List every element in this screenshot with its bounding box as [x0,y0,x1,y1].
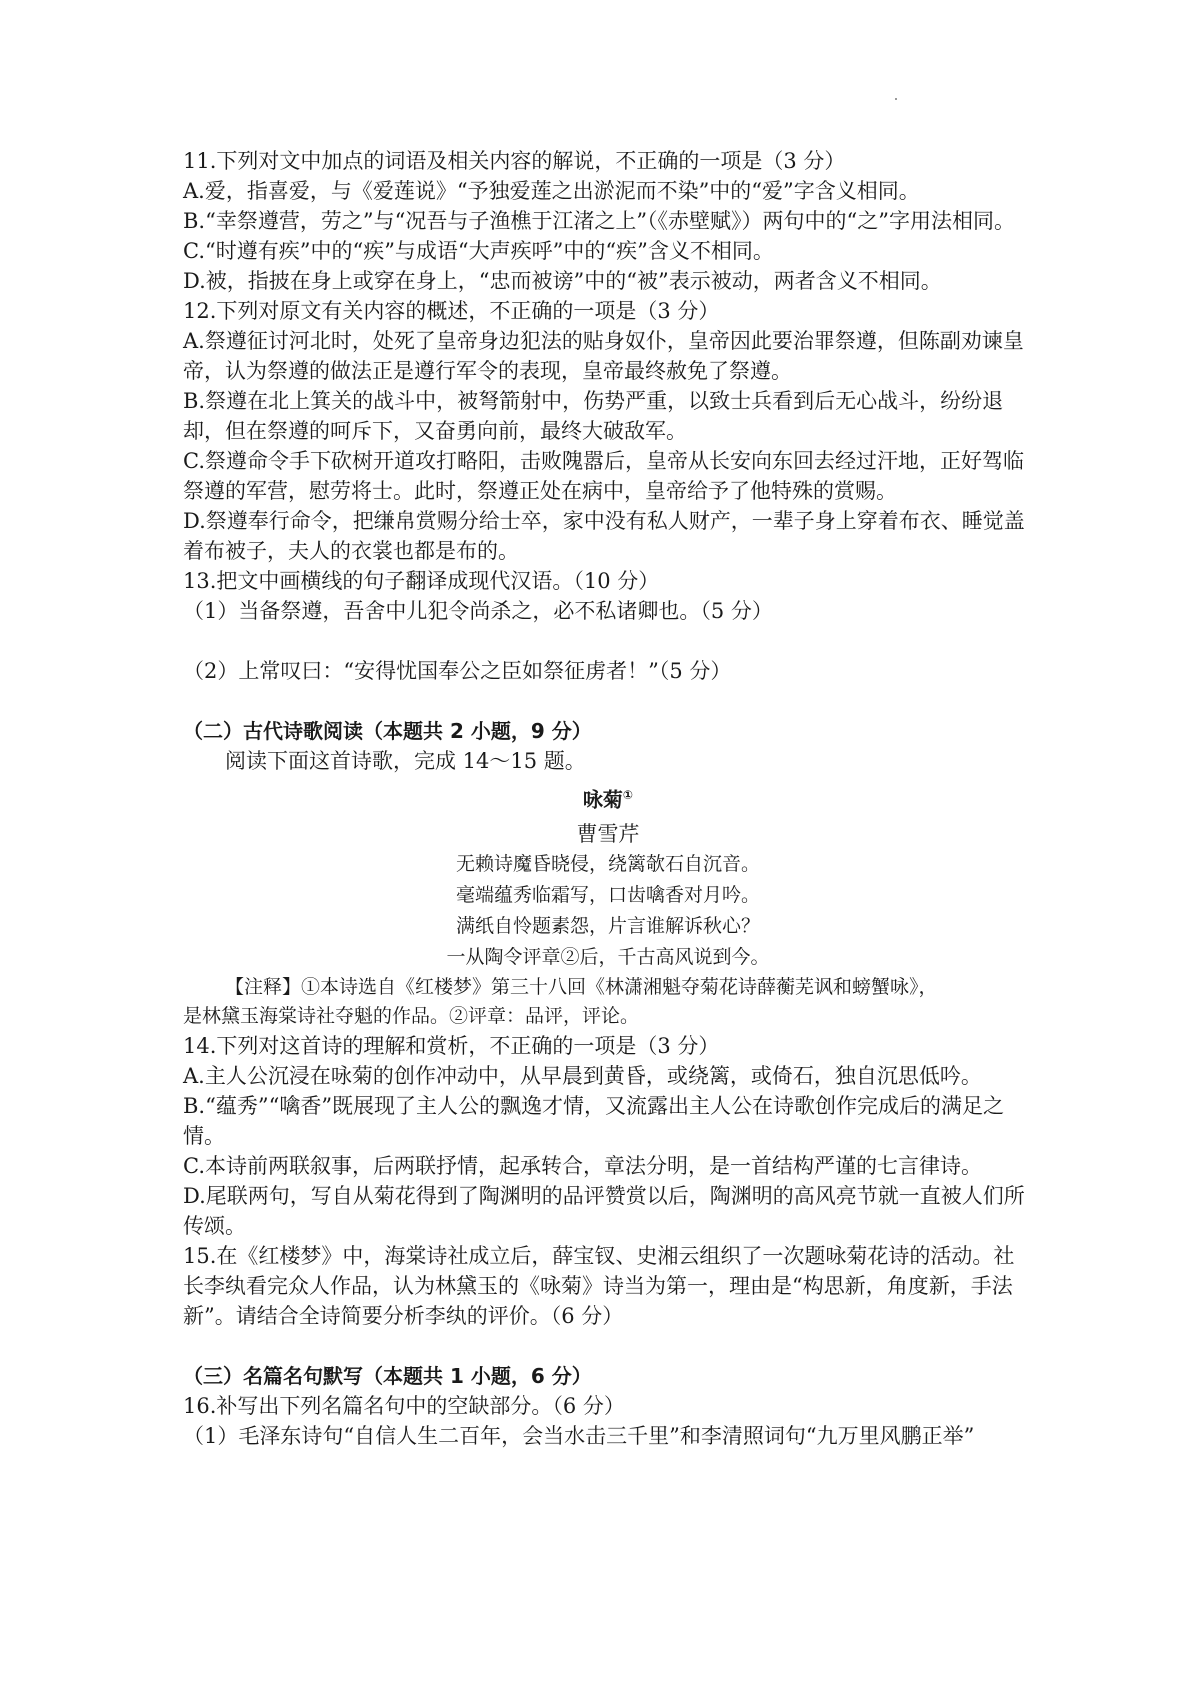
q14-option-a: A.主人公沉浸在咏菊的创作冲动中，从早晨到黄昏，或绕篱，或倚石，独自沉思低吟。 [183,1063,982,1088]
answer-space [183,1331,1033,1361]
q14-option-d: D.尾联两句，写自从菊花得到了陶渊明的品评赞赏以后，陶渊明的高风亮节就一直被人们所传颂。 [183,1183,1025,1238]
answer-space [183,626,1033,656]
page-content [183,146,1033,1451]
poem-title [183,780,1033,815]
poem-line: 毫端蕴秀临霜写，口齿噙香对月吟。 [455,883,760,906]
poem-author: 曹雪芹 [576,821,640,846]
q16-item-1: （1）毛泽东诗句“自信人生二百年，会当水击三千里”和李清照词句“九万里风鹏正举” [183,1423,975,1448]
poem-line: 满纸自怜题素怨，片言谁解诉秋心？ [455,914,760,937]
q14-option-c: C.本诗前两联叙事，后两联抒情，起承转合，章法分明，是一首结构严谨的七言律诗。 [183,1153,982,1178]
q12-stem: 12.下列对原文有关内容的概述，不正确的一项是（3 分） [183,299,720,323]
q13-sentence-2: （2）上常叹曰：“安得忧国奉公之臣如祭征虏者！”（5 分） [183,659,732,683]
q12-option-c: C.祭遵命令手下砍树开道攻打略阳，击败隗嚣后，皇帝从长安向东回去经过汗地，正好驾临祭遵的军营，慰劳将士。此时，祭遵正处在病中，皇帝给予了他特殊的赏赐。 [183,449,1024,503]
section-2-intro: 阅读下面这首诗歌，完成 14～15 题。 [225,749,586,773]
scan-speck [895,98,897,100]
q11-option-c: C.“时遵有疾”中的“疾”与成语“大声疾呼”中的“疾”含义不相同。 [183,239,774,263]
q14-option-b: B.“蕴秀”“噙香”既展现了主人公的飘逸才情，又流露出主人公在诗歌创作完成后的满足之情。 [183,1093,1005,1148]
q15-text: 15.在《红楼梦》中，海棠诗社成立后，薛宝钗、史湘云组织了一次题咏菊花诗的活动。社长李纨看完众人作品，认为林黛玉的《咏菊》诗当为第一，理由是“构思新，角度新，手法新”。请结合全诗简要分析李纨的评价。（6 分） [183,1243,1015,1328]
poem-title-text: 咏菊 [582,787,623,812]
q14-stem: 14.下列对这首诗的理解和赏析，不正确的一项是（3 分） [183,1033,720,1058]
answer-space [183,686,1033,716]
q13-stem: 13.把文中画横线的句子翻译成现代汉语。（10 分） [183,569,660,593]
poem-line: 一从陶令评章②后，千古高风说到今。 [446,945,770,968]
poem-annotation-continued: 是林黛玉海棠诗社夺魁的作品。②评章：品评，评论。 [183,1004,640,1027]
q12-option-a: A.祭遵征讨河北时，处死了皇帝身边犯法的贴身奴仆，皇帝因此要治罪祭遵，但陈副劝谏皇帝，认为祭遵的做法正是遵行军令的表现，皇帝最终赦免了祭遵。 [183,329,1024,383]
q12-option-b: B.祭遵在北上箕关的战斗中，被弩箭射中，伤势严重，以致士兵看到后无心战斗，纷纷退却，但在祭遵的呵斥下，又奋勇向前，最终大破敌军。 [183,389,1004,443]
q11-stem: 11.下列对文中加点的词语及相关内容的解说，不正确的一项是（3 分） [183,149,846,173]
poem-title-note-mark: ① [622,788,634,802]
q11-option-b: B.“幸祭遵营，劳之”与“况吾与子渔樵于江渚之上”（《赤壁赋》）两句中的“之”字用法相同。 [183,209,1016,233]
section-3-heading: （三）名篇名句默写（本题共 1 小题，6 分） [183,1363,592,1388]
poem-annotation: 【注释】①本诗选自《红楼梦》第三十八回《林潇湘魁夺菊花诗薛蘅芜讽和螃蟹咏》， [225,975,938,998]
q11-option-d: D.被，指披在身上或穿在身上，“忠而被谤”中的“被”表示被动，两者含义不相同。 [183,269,942,293]
q11-option-a: A.爱，指喜爱，与《爱莲说》“予独爱莲之出淤泥而不染”中的“爱”字含义相同。 [183,179,920,203]
poem-line: 无赖诗魔昏晓侵，绕篱欹石自沉音。 [455,852,760,875]
q13-sentence-1: （1）当备祭遵，吾舍中儿犯令尚杀之，必不私诸卿也。（5 分） [183,599,773,623]
q12-option-d: D.祭遵奉行命令，把缣帛赏赐分给士卒，家中没有私人财产，一辈子身上穿着布衣、睡觉盖着布被子，夫人的衣裳也都是布的。 [183,509,1025,563]
q16-stem: 16.补写出下列名篇名句中的空缺部分。（6 分） [183,1393,625,1418]
section-2-heading: （二）古代诗歌阅读（本题共 2 小题，9 分） [183,719,592,743]
